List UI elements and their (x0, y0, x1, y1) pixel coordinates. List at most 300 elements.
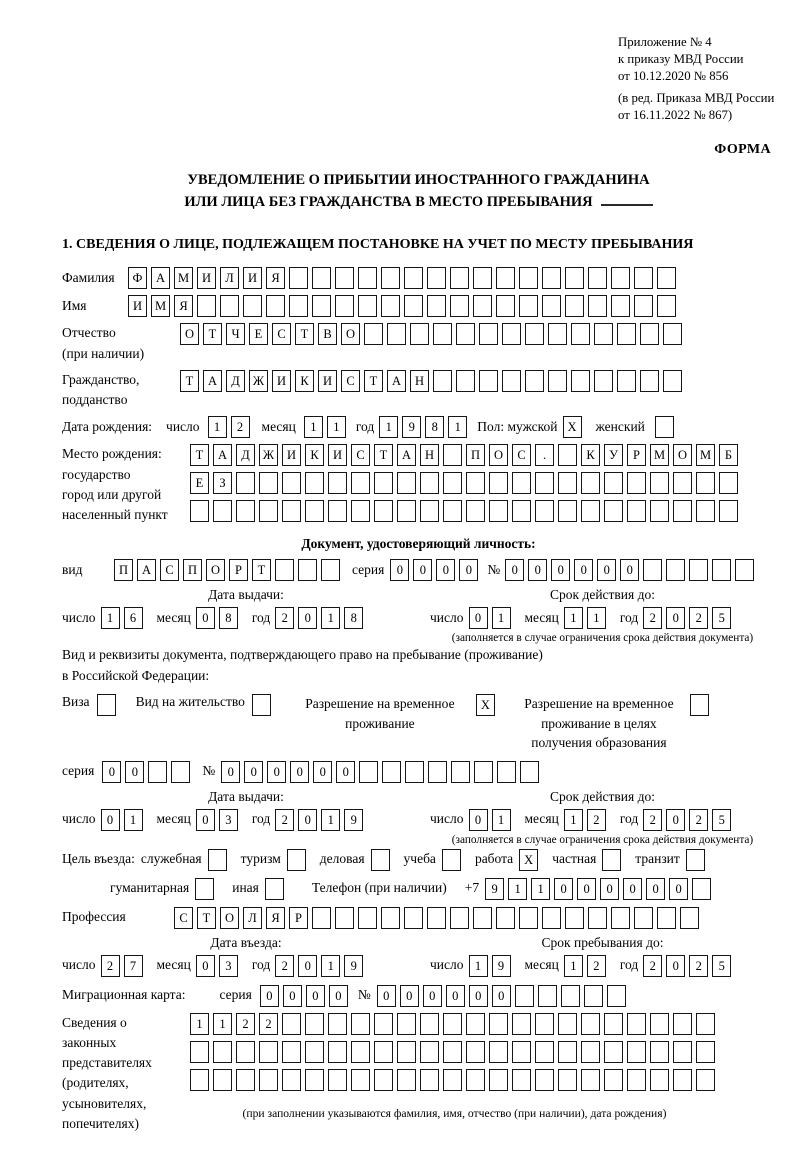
profession-cell[interactable] (358, 907, 377, 929)
residence-number-cell[interactable]: 0 (336, 761, 355, 783)
birthplace-cell[interactable]: Т (190, 444, 209, 466)
doc-number-cell[interactable]: 0 (551, 559, 570, 581)
patronymic-cell[interactable] (502, 323, 521, 345)
birthplace-cell[interactable] (443, 444, 462, 466)
birthplace-cell[interactable]: К (581, 444, 600, 466)
firstname-cell[interactable] (266, 295, 285, 317)
birthplace-cell[interactable] (420, 500, 439, 522)
surname-cell[interactable] (450, 267, 469, 289)
representatives-cell[interactable] (535, 1069, 554, 1091)
residence-valid-day-cell[interactable]: 0 (469, 809, 488, 831)
migration-number-cell[interactable]: 0 (446, 985, 465, 1007)
representatives-cell[interactable] (420, 1013, 439, 1035)
purpose-official-cell[interactable] (208, 849, 227, 871)
identity-valid-year-cell[interactable]: 2 (643, 607, 662, 629)
representatives-cell[interactable] (650, 1041, 669, 1063)
birthplace-cell[interactable] (305, 472, 324, 494)
identity-issued-day-cell[interactable]: 1 (101, 607, 120, 629)
citizenship-cell[interactable] (594, 370, 613, 392)
birthplace-cell[interactable] (328, 500, 347, 522)
stay-day-cell[interactable]: 1 (469, 955, 488, 977)
residence-issued-day-cell[interactable]: 1 (124, 809, 143, 831)
surname-cell[interactable]: М (174, 267, 193, 289)
residence-series-cell[interactable]: 0 (102, 761, 121, 783)
birthplace-cell[interactable] (489, 500, 508, 522)
birthplace-cell[interactable]: Т (374, 444, 393, 466)
representatives-cell[interactable] (581, 1013, 600, 1035)
purpose-work-cell[interactable]: X (519, 849, 538, 871)
birthplace-cell[interactable] (489, 472, 508, 494)
representatives-cell[interactable] (673, 1069, 692, 1091)
citizenship-cell[interactable] (617, 370, 636, 392)
migration-number-cell[interactable] (515, 985, 534, 1007)
citizenship-cell[interactable] (571, 370, 590, 392)
birthplace-cell[interactable]: М (650, 444, 669, 466)
representatives-cell[interactable] (397, 1069, 416, 1091)
phone-digit-cell[interactable]: 9 (485, 878, 504, 900)
entry-month-cell[interactable]: 0 (196, 955, 215, 977)
firstname-cell[interactable] (427, 295, 446, 317)
patronymic-cell[interactable] (525, 323, 544, 345)
phone-digit-cell[interactable]: 1 (531, 878, 550, 900)
representatives-cell[interactable] (374, 1069, 393, 1091)
profession-cell[interactable]: С (174, 907, 193, 929)
migration-series-cell[interactable]: 0 (306, 985, 325, 1007)
representatives-cell[interactable] (581, 1041, 600, 1063)
patronymic-cell[interactable] (594, 323, 613, 345)
birthplace-cell[interactable] (259, 500, 278, 522)
birthplace-cell[interactable] (397, 500, 416, 522)
birthplace-cell[interactable] (673, 500, 692, 522)
representatives-cell[interactable] (673, 1013, 692, 1035)
representatives-cell[interactable] (190, 1069, 209, 1091)
firstname-cell[interactable] (519, 295, 538, 317)
citizenship-cell[interactable]: К (295, 370, 314, 392)
citizenship-cell[interactable] (456, 370, 475, 392)
migration-number-cell[interactable] (607, 985, 626, 1007)
birthplace-cell[interactable] (351, 472, 370, 494)
patronymic-cell[interactable] (571, 323, 590, 345)
birthplace-cell[interactable]: А (213, 444, 232, 466)
profession-cell[interactable] (680, 907, 699, 929)
surname-cell[interactable] (496, 267, 515, 289)
representatives-cell[interactable]: 2 (259, 1013, 278, 1035)
profession-cell[interactable] (611, 907, 630, 929)
surname-cell[interactable] (565, 267, 584, 289)
representatives-cell[interactable] (604, 1041, 623, 1063)
birthplace-cell[interactable]: Р (627, 444, 646, 466)
representatives-cell[interactable] (535, 1041, 554, 1063)
patronymic-cell[interactable] (456, 323, 475, 345)
doc-series-cell[interactable]: 0 (390, 559, 409, 581)
profession-cell[interactable]: О (220, 907, 239, 929)
profession-cell[interactable] (381, 907, 400, 929)
residence-valid-day-cell[interactable]: 1 (492, 809, 511, 831)
stay-month-cell[interactable]: 2 (587, 955, 606, 977)
birthplace-cell[interactable]: . (535, 444, 554, 466)
representatives-cell[interactable] (489, 1041, 508, 1063)
patronymic-cell[interactable]: О (341, 323, 360, 345)
birthplace-cell[interactable]: Н (420, 444, 439, 466)
firstname-cell[interactable]: Я (174, 295, 193, 317)
phone-digit-cell[interactable]: 0 (669, 878, 688, 900)
residence-number-cell[interactable] (474, 761, 493, 783)
representatives-cell[interactable] (282, 1069, 301, 1091)
representatives-cell[interactable] (305, 1013, 324, 1035)
birthplace-cell[interactable] (581, 500, 600, 522)
identity-issued-day-cell[interactable]: 6 (124, 607, 143, 629)
residence-issued-day-cell[interactable]: 0 (101, 809, 120, 831)
representatives-cell[interactable] (604, 1013, 623, 1035)
purpose-business-cell[interactable] (371, 849, 390, 871)
representatives-cell[interactable] (466, 1013, 485, 1035)
residence-valid-month-cell[interactable]: 1 (564, 809, 583, 831)
visa-checkbox-cell[interactable] (97, 694, 116, 716)
representatives-cell[interactable]: 1 (213, 1013, 232, 1035)
firstname-cell[interactable]: М (151, 295, 170, 317)
birthplace-cell[interactable] (696, 500, 715, 522)
migration-number-cell[interactable]: 0 (492, 985, 511, 1007)
citizenship-cell[interactable]: А (387, 370, 406, 392)
firstname-cell[interactable] (358, 295, 377, 317)
birthplace-cell[interactable] (190, 500, 209, 522)
doc-number-cell[interactable] (689, 559, 708, 581)
identity-issued-month-cell[interactable]: 8 (219, 607, 238, 629)
firstname-cell[interactable] (542, 295, 561, 317)
birthplace-cell[interactable] (420, 472, 439, 494)
residence-permit-checkbox-cell[interactable] (252, 694, 271, 716)
profession-cell[interactable] (473, 907, 492, 929)
firstname-cell[interactable]: И (128, 295, 147, 317)
birthplace-cell[interactable] (305, 500, 324, 522)
identity-valid-month-cell[interactable]: 1 (587, 607, 606, 629)
patronymic-cell[interactable]: Ч (226, 323, 245, 345)
representatives-cell[interactable] (650, 1069, 669, 1091)
phone-digit-cell[interactable]: 1 (508, 878, 527, 900)
citizenship-cell[interactable]: А (203, 370, 222, 392)
birthplace-cell[interactable]: А (397, 444, 416, 466)
representatives-cell[interactable] (351, 1041, 370, 1063)
identity-valid-month-cell[interactable]: 1 (564, 607, 583, 629)
firstname-cell[interactable] (404, 295, 423, 317)
citizenship-cell[interactable]: С (341, 370, 360, 392)
residence-number-cell[interactable]: 0 (267, 761, 286, 783)
doc-kind-cell[interactable]: А (137, 559, 156, 581)
birthplace-cell[interactable] (351, 500, 370, 522)
identity-valid-year-cell[interactable]: 0 (666, 607, 685, 629)
doc-number-cell[interactable]: 0 (574, 559, 593, 581)
birth-year-cell[interactable]: 1 (379, 416, 398, 438)
profession-cell[interactable] (542, 907, 561, 929)
citizenship-cell[interactable]: Т (180, 370, 199, 392)
firstname-cell[interactable] (312, 295, 331, 317)
patronymic-cell[interactable]: Т (295, 323, 314, 345)
purpose-tourism-cell[interactable] (287, 849, 306, 871)
patronymic-cell[interactable]: В (318, 323, 337, 345)
surname-cell[interactable] (657, 267, 676, 289)
identity-issued-year-cell[interactable]: 8 (344, 607, 363, 629)
surname-cell[interactable] (542, 267, 561, 289)
stay-year-cell[interactable]: 2 (689, 955, 708, 977)
migration-series-cell[interactable]: 0 (283, 985, 302, 1007)
migration-number-cell[interactable]: 0 (469, 985, 488, 1007)
patronymic-cell[interactable] (617, 323, 636, 345)
male-checkbox-cell[interactable]: X (563, 416, 582, 438)
citizenship-cell[interactable] (663, 370, 682, 392)
residence-issued-year-cell[interactable]: 9 (344, 809, 363, 831)
doc-series-cell[interactable]: 0 (459, 559, 478, 581)
citizenship-cell[interactable] (502, 370, 521, 392)
surname-cell[interactable]: Я (266, 267, 285, 289)
birthplace-cell[interactable]: С (512, 444, 531, 466)
birthplace-cell[interactable]: Б (719, 444, 738, 466)
identity-issued-year-cell[interactable]: 0 (298, 607, 317, 629)
doc-number-cell[interactable] (666, 559, 685, 581)
birth-year-cell[interactable]: 1 (448, 416, 467, 438)
entry-year-cell[interactable]: 0 (298, 955, 317, 977)
representatives-cell[interactable] (558, 1069, 577, 1091)
birthplace-cell[interactable] (374, 472, 393, 494)
representatives-cell[interactable] (558, 1041, 577, 1063)
birthplace-cell[interactable] (719, 472, 738, 494)
profession-cell[interactable] (427, 907, 446, 929)
birthplace-cell[interactable] (236, 500, 255, 522)
migration-series-cell[interactable]: 0 (260, 985, 279, 1007)
doc-number-cell[interactable]: 0 (505, 559, 524, 581)
surname-cell[interactable]: И (197, 267, 216, 289)
birthplace-cell[interactable] (213, 500, 232, 522)
birthplace-cell[interactable]: У (604, 444, 623, 466)
residence-number-cell[interactable] (405, 761, 424, 783)
profession-cell[interactable] (519, 907, 538, 929)
profession-cell[interactable] (404, 907, 423, 929)
firstname-cell[interactable] (450, 295, 469, 317)
temp-residence-checkbox-cell[interactable]: X (476, 694, 495, 716)
patronymic-cell[interactable]: Т (203, 323, 222, 345)
residence-number-cell[interactable]: 0 (290, 761, 309, 783)
birthplace-cell[interactable] (604, 500, 623, 522)
purpose-humanitarian-cell[interactable] (195, 878, 214, 900)
doc-kind-cell[interactable] (298, 559, 317, 581)
representatives-cell[interactable]: 1 (190, 1013, 209, 1035)
birthplace-cell[interactable]: О (489, 444, 508, 466)
profession-cell[interactable]: Р (289, 907, 308, 929)
representatives-cell[interactable] (305, 1069, 324, 1091)
representatives-cell[interactable] (581, 1069, 600, 1091)
birthplace-cell[interactable] (443, 500, 462, 522)
doc-number-cell[interactable] (712, 559, 731, 581)
representatives-cell[interactable] (328, 1041, 347, 1063)
citizenship-cell[interactable]: Н (410, 370, 429, 392)
profession-cell[interactable] (335, 907, 354, 929)
residence-issued-month-cell[interactable]: 0 (196, 809, 215, 831)
doc-number-cell[interactable] (643, 559, 662, 581)
representatives-cell[interactable] (305, 1041, 324, 1063)
birthplace-cell[interactable]: Д (236, 444, 255, 466)
representatives-cell[interactable] (213, 1069, 232, 1091)
doc-kind-cell[interactable]: С (160, 559, 179, 581)
firstname-cell[interactable] (335, 295, 354, 317)
purpose-other-cell[interactable] (265, 878, 284, 900)
citizenship-cell[interactable] (479, 370, 498, 392)
profession-cell[interactable] (312, 907, 331, 929)
firstname-cell[interactable] (289, 295, 308, 317)
patronymic-cell[interactable] (479, 323, 498, 345)
patronymic-cell[interactable]: Е (249, 323, 268, 345)
citizenship-cell[interactable] (548, 370, 567, 392)
profession-cell[interactable] (450, 907, 469, 929)
migration-number-cell[interactable] (561, 985, 580, 1007)
residence-number-cell[interactable]: 0 (313, 761, 332, 783)
representatives-cell[interactable] (282, 1041, 301, 1063)
citizenship-cell[interactable] (525, 370, 544, 392)
birth-month-cell[interactable]: 1 (304, 416, 323, 438)
residence-number-cell[interactable] (428, 761, 447, 783)
birthplace-cell[interactable] (374, 500, 393, 522)
firstname-cell[interactable] (634, 295, 653, 317)
birthplace-cell[interactable] (558, 444, 577, 466)
representatives-cell[interactable] (190, 1041, 209, 1063)
doc-series-cell[interactable]: 0 (413, 559, 432, 581)
migration-number-cell[interactable] (584, 985, 603, 1007)
birthplace-cell[interactable] (259, 472, 278, 494)
purpose-study-cell[interactable] (442, 849, 461, 871)
birthplace-cell[interactable] (673, 472, 692, 494)
representatives-cell[interactable] (443, 1069, 462, 1091)
entry-month-cell[interactable]: 3 (219, 955, 238, 977)
patronymic-cell[interactable]: О (180, 323, 199, 345)
residence-valid-month-cell[interactable]: 2 (587, 809, 606, 831)
surname-cell[interactable]: Л (220, 267, 239, 289)
identity-valid-day-cell[interactable]: 0 (469, 607, 488, 629)
birthplace-cell[interactable] (719, 500, 738, 522)
firstname-cell[interactable] (197, 295, 216, 317)
doc-kind-cell[interactable] (275, 559, 294, 581)
profession-cell[interactable] (565, 907, 584, 929)
surname-cell[interactable]: И (243, 267, 262, 289)
identity-issued-year-cell[interactable]: 1 (321, 607, 340, 629)
profession-cell[interactable]: Л (243, 907, 262, 929)
patronymic-cell[interactable] (387, 323, 406, 345)
residence-issued-year-cell[interactable]: 1 (321, 809, 340, 831)
migration-number-cell[interactable] (538, 985, 557, 1007)
residence-number-cell[interactable]: 0 (221, 761, 240, 783)
identity-issued-month-cell[interactable]: 0 (196, 607, 215, 629)
phone-digit-cell[interactable]: 0 (554, 878, 573, 900)
patronymic-cell[interactable] (663, 323, 682, 345)
firstname-cell[interactable] (657, 295, 676, 317)
representatives-cell[interactable] (627, 1041, 646, 1063)
residence-valid-year-cell[interactable]: 2 (689, 809, 708, 831)
identity-valid-day-cell[interactable]: 1 (492, 607, 511, 629)
surname-cell[interactable] (473, 267, 492, 289)
representatives-cell[interactable] (627, 1069, 646, 1091)
representatives-cell[interactable] (397, 1013, 416, 1035)
birthplace-cell[interactable] (397, 472, 416, 494)
birth-year-cell[interactable]: 9 (402, 416, 421, 438)
birthplace-cell[interactable]: С (351, 444, 370, 466)
birthplace-cell[interactable] (328, 472, 347, 494)
representatives-cell[interactable] (420, 1041, 439, 1063)
doc-series-cell[interactable]: 0 (436, 559, 455, 581)
residence-number-cell[interactable] (382, 761, 401, 783)
birthplace-cell[interactable] (236, 472, 255, 494)
birthplace-cell[interactable] (512, 472, 531, 494)
stay-month-cell[interactable]: 1 (564, 955, 583, 977)
surname-cell[interactable] (381, 267, 400, 289)
residence-series-cell[interactable]: 0 (125, 761, 144, 783)
representatives-cell[interactable] (535, 1013, 554, 1035)
doc-kind-cell[interactable]: О (206, 559, 225, 581)
surname-cell[interactable]: А (151, 267, 170, 289)
residence-series-cell[interactable] (148, 761, 167, 783)
representatives-cell[interactable] (374, 1013, 393, 1035)
migration-number-cell[interactable]: 0 (423, 985, 442, 1007)
doc-number-cell[interactable]: 0 (597, 559, 616, 581)
doc-kind-cell[interactable]: П (114, 559, 133, 581)
birthplace-cell[interactable]: К (305, 444, 324, 466)
residence-series-cell[interactable] (171, 761, 190, 783)
birthplace-cell[interactable] (558, 472, 577, 494)
birthplace-cell[interactable] (282, 500, 301, 522)
profession-cell[interactable] (634, 907, 653, 929)
representatives-cell[interactable]: 2 (236, 1013, 255, 1035)
representatives-cell[interactable] (397, 1041, 416, 1063)
patronymic-cell[interactable] (364, 323, 383, 345)
identity-issued-year-cell[interactable]: 2 (275, 607, 294, 629)
representatives-cell[interactable] (351, 1013, 370, 1035)
firstname-cell[interactable] (565, 295, 584, 317)
phone-digit-cell[interactable]: 0 (623, 878, 642, 900)
profession-cell[interactable]: Т (197, 907, 216, 929)
representatives-cell[interactable] (558, 1013, 577, 1035)
representatives-cell[interactable] (696, 1013, 715, 1035)
birthplace-cell[interactable]: Ж (259, 444, 278, 466)
representatives-cell[interactable] (512, 1041, 531, 1063)
birthplace-cell[interactable] (627, 472, 646, 494)
surname-cell[interactable] (519, 267, 538, 289)
surname-cell[interactable] (404, 267, 423, 289)
phone-digit-cell[interactable]: 0 (600, 878, 619, 900)
birthplace-cell[interactable]: П (466, 444, 485, 466)
birthplace-cell[interactable] (466, 500, 485, 522)
patronymic-cell[interactable] (410, 323, 429, 345)
citizenship-cell[interactable]: И (272, 370, 291, 392)
identity-valid-year-cell[interactable]: 2 (689, 607, 708, 629)
representatives-cell[interactable] (466, 1041, 485, 1063)
representatives-cell[interactable] (627, 1013, 646, 1035)
citizenship-cell[interactable] (433, 370, 452, 392)
representatives-cell[interactable] (259, 1041, 278, 1063)
temp-residence-education-checkbox-cell[interactable] (690, 694, 709, 716)
profession-cell[interactable] (588, 907, 607, 929)
residence-valid-year-cell[interactable]: 5 (712, 809, 731, 831)
representatives-cell[interactable] (604, 1069, 623, 1091)
representatives-cell[interactable] (328, 1069, 347, 1091)
purpose-private-cell[interactable] (602, 849, 621, 871)
migration-series-cell[interactable]: 0 (329, 985, 348, 1007)
representatives-cell[interactable] (512, 1013, 531, 1035)
representatives-cell[interactable] (489, 1013, 508, 1035)
phone-digit-cell[interactable] (692, 878, 711, 900)
residence-number-cell[interactable] (497, 761, 516, 783)
surname-cell[interactable] (312, 267, 331, 289)
representatives-cell[interactable] (673, 1041, 692, 1063)
representatives-cell[interactable] (443, 1013, 462, 1035)
representatives-cell[interactable] (420, 1069, 439, 1091)
doc-kind-cell[interactable]: Р (229, 559, 248, 581)
fill-in-blank[interactable] (601, 204, 653, 206)
